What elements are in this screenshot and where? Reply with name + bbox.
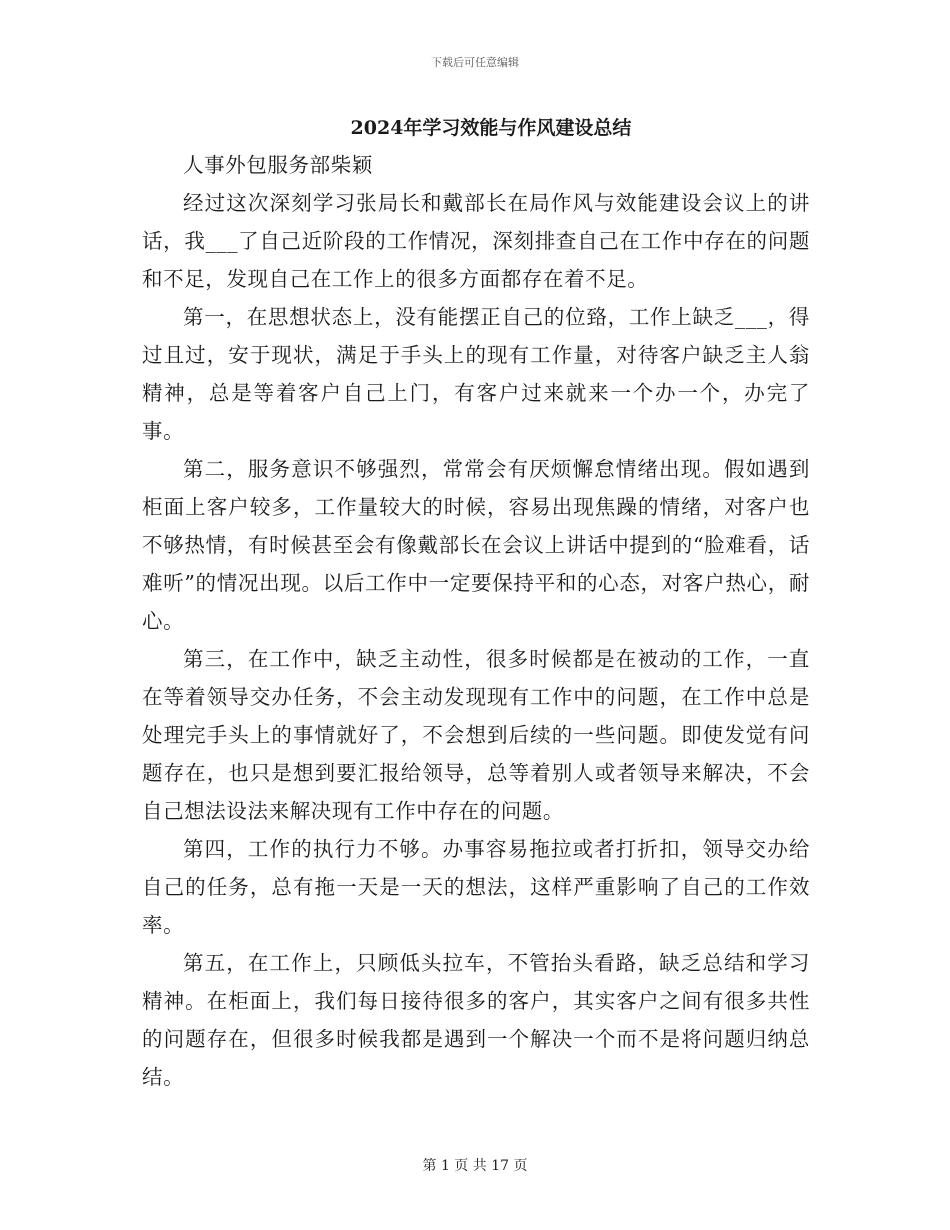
header-note: 下载后可任意编辑 xyxy=(431,56,519,69)
paragraph-fifth: 第五，在工作上，只顾低头拉车，不管抬头看路，缺乏总结和学习精神。在柜面上，我们每日接待很多的客户，其实客户之间有很多共性的问题存在，但很多时候我都是遇到一个解决一个而不是将问题归纳总结。 xyxy=(142,951,810,1089)
author-line: 人事外包服务部柴颖 xyxy=(183,153,373,177)
page-number: 第 1 页 共 17 页 xyxy=(422,1158,528,1174)
paragraph-second: 第二，服务意识不够强烈，常常会有厌烦懈怠情绪出现。假如遇到柜面上客户较多，工作量较大的时候，容易出现焦躁的情绪，对客户也不够热情，有时候甚至会有像戴部长在会议上讲话中提到的“脸难看，话难听”的情况出现。以后工作中一定要保持平和的心态，对客户热心，耐心。 xyxy=(142,457,810,633)
paragraph-third: 第三，在工作中，缺乏主动性，很多时候都是在被动的工作，一直在等着领导交办任务，不会主动发现现有工作中的问题，在工作中总是处理完手头上的事情就好了，不会想到后续的一些问题。即使发觉有问题存在，也只是想到要汇报给领导，总等着别人或者领导来解决，不会自己想法设法来解决现有工作中存在的问题。 xyxy=(142,647,810,823)
paragraph-intro: 经过这次深刻学习张局长和戴部长在局作风与效能建设会议上的讲话，我___了自己近阶段的工作情况，深刻排查自己在工作中存在的问题和不足，发现自己在工作上的很多方面都存在着不足。 xyxy=(142,191,810,291)
document-title: 2024年学习效能与作风建设总结 xyxy=(350,117,632,139)
document-body xyxy=(142,112,810,1096)
paragraph-first: 第一，在思想状态上，没有能摆正自己的位臵，工作上缺乏___，得过且过，安于现状，满足于手头上的现有工作量，对待客户缺乏主人翁精神，总是等着客户自己上门，有客户过来就来一个办一个，办完了事。 xyxy=(142,305,810,443)
paragraph-fourth: 第四，工作的执行力不够。办事容易拖拉或者打折扣，领导交办给自己的任务，总有拖一天是一天的想法，这样严重影响了自己的工作效率。 xyxy=(142,837,810,937)
